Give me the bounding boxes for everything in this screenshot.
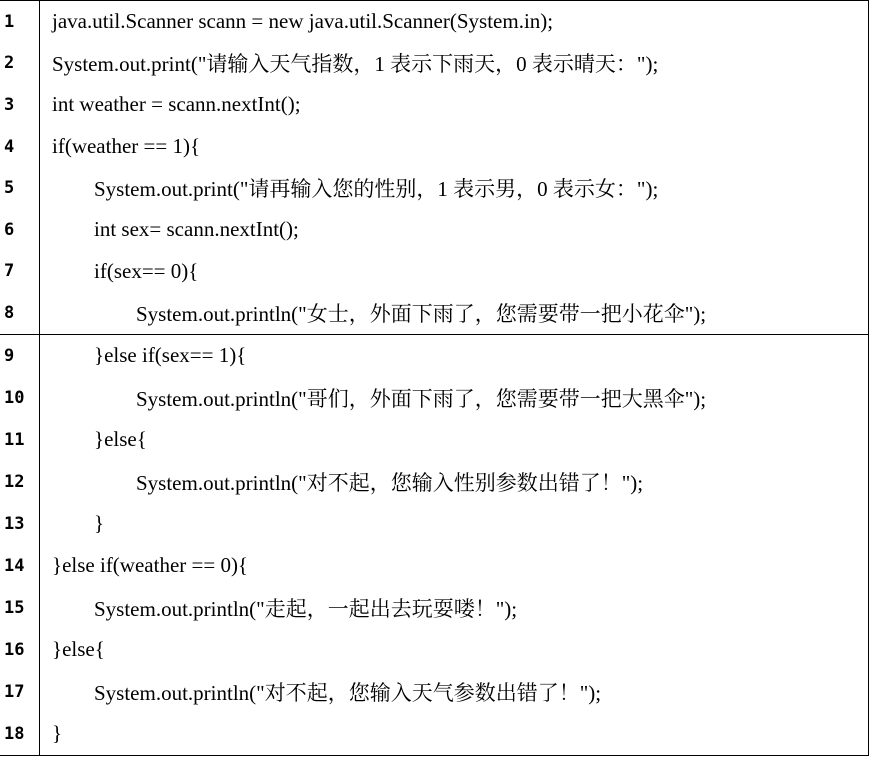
code-line xyxy=(0,209,868,251)
code-text: System.out.println("对不起，您输入天气参数出错了！"); xyxy=(94,680,602,705)
line-number: 9 xyxy=(0,335,40,377)
line-number: 15 xyxy=(0,587,40,629)
code-text: }else if(sex== 1){ xyxy=(94,343,247,368)
code-text: System.out.print("请再输入您的性别，1 表示男，0 表示女："); xyxy=(94,177,659,202)
code-text: java.util.Scanner scann = new java.util.Scanner(System.in); xyxy=(52,9,554,34)
line-number: 17 xyxy=(0,671,40,713)
code-text: }else if(weather == 0){ xyxy=(52,553,249,578)
code-line xyxy=(0,1,868,43)
line-number: 16 xyxy=(0,629,40,671)
line-number: 12 xyxy=(0,461,40,503)
line-number: 2 xyxy=(0,43,40,85)
line-number: 7 xyxy=(0,251,40,293)
line-number: 11 xyxy=(0,419,40,461)
line-number: 18 xyxy=(0,713,40,755)
code-line xyxy=(0,671,868,713)
code-line xyxy=(0,377,868,419)
code-line xyxy=(0,292,868,334)
line-number: 3 xyxy=(0,84,40,126)
code-line xyxy=(0,713,868,755)
line-number: 13 xyxy=(0,503,40,545)
code-text: System.out.println("走起，一起出去玩耍喽！"); xyxy=(94,596,518,621)
code-line xyxy=(0,629,868,671)
code-line xyxy=(0,167,868,209)
line-number: 14 xyxy=(0,545,40,587)
code-line xyxy=(0,335,868,377)
code-block-second xyxy=(0,334,868,755)
code-line xyxy=(0,587,868,629)
code-text: System.out.print("请输入天气指数，1 表示下雨天，0 表示晴天："); xyxy=(52,52,659,77)
line-number: 4 xyxy=(0,126,40,168)
code-text: int weather = scann.nextInt(); xyxy=(52,92,301,117)
code-text: } xyxy=(52,721,63,746)
line-number: 6 xyxy=(0,209,40,251)
code-line xyxy=(0,251,868,293)
code-text: System.out.println("女士，外面下雨了，您需要带一把小花伞"); xyxy=(136,301,707,326)
line-number: 10 xyxy=(0,377,40,419)
code-line xyxy=(0,545,868,587)
code-line xyxy=(0,126,868,168)
line-number: 8 xyxy=(0,292,40,334)
code-line xyxy=(0,419,868,461)
code-text: int sex= scann.nextInt(); xyxy=(94,217,299,242)
code-text: if(sex== 0){ xyxy=(94,258,199,283)
code-text: }else{ xyxy=(52,637,105,662)
code-text: System.out.println("哥们，外面下雨了，您需要带一把大黑伞"); xyxy=(136,386,707,411)
code-block-first xyxy=(0,1,868,334)
line-number: 1 xyxy=(0,1,40,43)
code-text: System.out.println("对不起，您输入性别参数出错了！"); xyxy=(136,470,644,495)
line-number: 5 xyxy=(0,167,40,209)
code-text: } xyxy=(94,511,105,536)
code-line xyxy=(0,43,868,85)
code-text: }else{ xyxy=(94,427,147,452)
code-line xyxy=(0,503,868,545)
code-line xyxy=(0,84,868,126)
code-line xyxy=(0,461,868,503)
code-text: if(weather == 1){ xyxy=(52,134,201,159)
